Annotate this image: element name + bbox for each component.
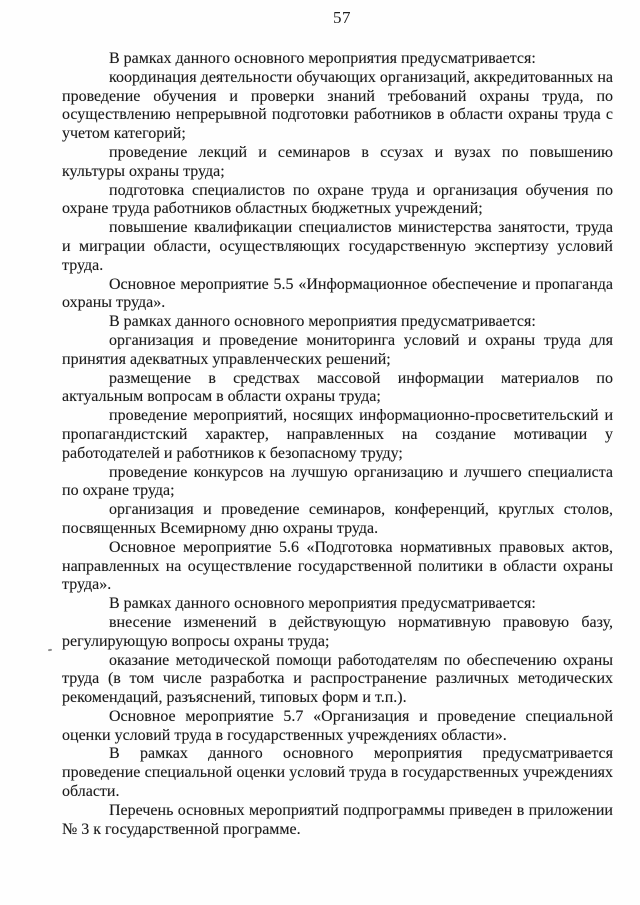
paragraph: координация деятельности обучающих организаций, аккредитованных на проведение обучения и проверки знаний требований охраны труда, по осуществлению непрерывной подготовки работников в области охраны труда с учетом категорий; [62, 68, 613, 143]
paragraph: проведение мероприятий, носящих информационно-просветительский и пропагандистский характер, направленных на создание мотивации у работодателей и работников к безопасному труду; [62, 407, 613, 462]
paragraph: Перечень основных мероприятий подпрограммы приведен в приложении № 3 к государственной программе. [62, 801, 613, 838]
paragraph: проведение конкурсов на лучшую организацию и лучшего специалиста по охране труда; [62, 463, 613, 500]
paragraph: Основное мероприятие 5.6 «Подготовка нормативных правовых актов, направленных на осуществление государственной политики в области охраны труда». [62, 538, 613, 594]
paragraph: размещение в средствах массовой информации материалов по актуальным вопросам в области охраны труда; [62, 369, 613, 406]
paragraph: В рамках данного основного мероприятия предусматривается: [109, 50, 536, 67]
paragraph: В рамках данного основного мероприятия предусматривается: [109, 313, 536, 331]
paragraph: организация и проведение семинаров, конференций, круглых столов, посвященных Всемирному дню охраны труда. [62, 501, 613, 537]
paragraph: проведение лекций и семинаров в ссузах и вузах по повышению культуры охраны труда; [62, 143, 613, 180]
paragraph: подготовка специалистов по охране труда и организация обучения по охране труда работников областных бюджетных учреждений; [62, 181, 613, 218]
page-number: 57 [333, 8, 351, 27]
paragraph: В рамках данного основного мероприятия предусматривается проведение специальной оценки условий труда в государственных учреждениях области. [62, 745, 613, 801]
scan-artifact [48, 649, 52, 652]
paragraph: В рамках данного основного мероприятия предусматривается: [109, 595, 536, 613]
paragraph: Основное мероприятие 5.7 «Организация и проведение специальной оценки условий труда в государственных учреждениях области». [62, 707, 613, 744]
paragraph: оказание методической помощи работодателям по обеспечению охраны труда (в том числе разработка и распространение различных методических рекомендаций, разъяснений, типовых форм и т.п.). [62, 651, 613, 707]
paragraph: повышение квалификации специалистов министерства занятости, труда и миграции области, осуществляющих государственную экспертизу условий труда. [62, 219, 613, 274]
paragraph: внесение изменений в действующую нормативную правовую базу, регулирующую вопросы охраны труда; [62, 613, 613, 650]
paragraph: Основное мероприятие 5.5 «Информационное обеспечение и пропаганда охраны труда». [62, 275, 613, 312]
paragraph: организация и проведение мониторинга условий и охраны труда для принятия адекватных управленческих решений; [62, 331, 613, 368]
document-body [62, 50, 613, 839]
